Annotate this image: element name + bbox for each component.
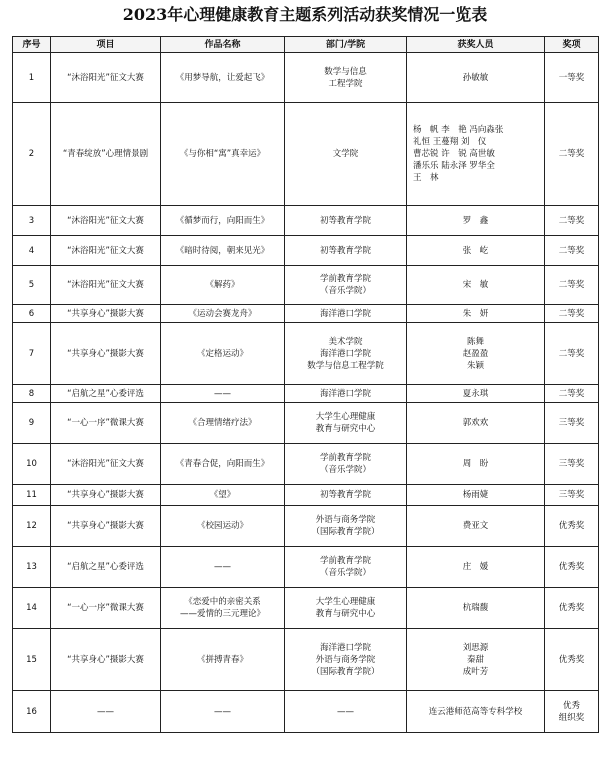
cell-award-text: 二等奖 <box>558 308 585 319</box>
cell-dept <box>285 103 407 206</box>
cell-dept-text: 大学生心理健康 <box>315 597 376 607</box>
cell-no <box>13 444 51 485</box>
cell-dept <box>285 385 407 403</box>
cell-people <box>407 206 545 236</box>
cell-project-text: “沐浴阳光”征文大赛 <box>67 245 144 256</box>
cell-award <box>545 485 599 506</box>
cell-dept-text: 工程学院 <box>328 78 363 89</box>
cell-work-text: 《定格运动》 <box>196 348 248 359</box>
cell-dept-text: 教育与研究中心 <box>315 424 376 434</box>
cell-project <box>51 305 161 323</box>
cell-people-text: 朱颖 <box>466 360 484 371</box>
cell-project <box>51 547 161 588</box>
cell-people-text: 潘乐乐 陆永泽 罗华全 <box>413 161 495 171</box>
cell-no-text: 13 <box>26 562 37 572</box>
cell-project-text: “共享身心”摄影大赛 <box>67 521 144 531</box>
cell-people-text: 连云港师范高等专科学校 <box>428 706 523 717</box>
cell-no-text: 10 <box>26 459 37 469</box>
cell-award-text: 组织奖 <box>558 712 585 723</box>
cell-people-text: 王 林 <box>413 173 439 183</box>
header-row <box>13 37 599 53</box>
cell-award <box>545 444 599 485</box>
cell-dept-text: 美术学院 <box>328 336 363 347</box>
cell-project <box>51 485 161 506</box>
cell-dept <box>285 266 407 305</box>
cell-project-text: “沐浴阳光”征文大赛 <box>67 280 144 290</box>
cell-people <box>407 103 545 206</box>
cell-dept <box>285 305 407 323</box>
cell-work <box>161 206 285 236</box>
cell-project <box>51 236 161 266</box>
cell-no-text: 15 <box>26 654 37 665</box>
cell-award <box>545 588 599 629</box>
cell-project-text: “一心一序”微课大赛 <box>67 603 144 613</box>
cell-project-text: “沐浴阳光”征文大赛 <box>67 72 144 83</box>
cell-project <box>51 53 161 103</box>
cell-work <box>161 323 285 385</box>
table-row <box>13 629 599 691</box>
cell-no <box>13 236 51 266</box>
cell-project <box>51 444 161 485</box>
cell-work-text: 《校园运动》 <box>196 521 248 531</box>
cell-no <box>13 103 51 206</box>
cell-people-text: 杨雨婕 <box>462 490 489 500</box>
cell-no-text: 1 <box>28 72 35 83</box>
cell-no <box>13 588 51 629</box>
cell-dept-text: 初等教育学院 <box>319 490 371 500</box>
cell-dept-text: 外语与商务学院 <box>315 515 376 525</box>
table-row <box>13 305 599 323</box>
cell-people <box>407 506 545 547</box>
cell-dept <box>285 485 407 506</box>
cell-people-text: 张 屹 <box>462 245 489 256</box>
cell-project-text: “启航之星”心委评选 <box>67 388 144 399</box>
cell-people-text: 曹芯锐 许 锐 高世敏 <box>413 149 495 159</box>
cell-dept-text: —— <box>337 706 354 717</box>
cell-project-text: “共享身心”摄影大赛 <box>67 490 144 500</box>
cell-people-text: 夏永琪 <box>462 388 489 399</box>
cell-project-text: “启航之星”心委评选 <box>67 562 144 572</box>
table-row <box>13 506 599 547</box>
cell-dept-text: 海洋港口学院 <box>319 348 371 359</box>
cell-people-text: 费亚文 <box>462 521 489 531</box>
page-title: 2023年心理健康教育主题系列活动获奖情况一览表 <box>122 5 488 24</box>
cell-award-text: 优秀奖 <box>558 562 585 572</box>
cell-work-text: 《恋爱中的亲密关系 <box>184 597 261 607</box>
cell-people-text: 庄 媛 <box>462 562 489 572</box>
cell-award <box>545 53 599 103</box>
table-body <box>13 53 599 733</box>
cell-people-text: 杭瑞馥 <box>462 603 489 613</box>
cell-people-text: 罗 鑫 <box>462 215 489 226</box>
cell-dept <box>285 629 407 691</box>
cell-work <box>161 547 285 588</box>
cell-work-text: 《望》 <box>209 490 236 500</box>
cell-work-text: 《解药》 <box>205 280 240 290</box>
cell-award <box>545 236 599 266</box>
cell-no <box>13 266 51 305</box>
cell-work-text: —— <box>214 562 231 572</box>
cell-project <box>51 691 161 733</box>
cell-dept <box>285 323 407 385</box>
cell-award <box>545 266 599 305</box>
cell-work-text: —— <box>214 388 231 399</box>
cell-no-text: 3 <box>28 215 35 226</box>
cell-award <box>545 629 599 691</box>
cell-dept-text: 海洋港口学院 <box>319 642 371 653</box>
table-row <box>13 691 599 733</box>
cell-dept-text: 教育与研究中心 <box>315 609 376 619</box>
cell-work-text: 《青春合促，向阳而生》 <box>175 459 270 469</box>
cell-project-text: “共享身心”摄影大赛 <box>67 348 144 359</box>
cell-project <box>51 385 161 403</box>
cell-dept <box>285 206 407 236</box>
cell-no-text: 12 <box>26 521 37 531</box>
table-row <box>13 385 599 403</box>
cell-dept-text: 学前教育学院 <box>319 453 371 463</box>
cell-work <box>161 103 285 206</box>
cell-dept-text: 大学生心理健康 <box>315 412 376 422</box>
cell-work-text: 《循梦而行，向阳而生》 <box>175 215 270 226</box>
cell-no-text: 16 <box>26 706 37 717</box>
cell-award <box>545 403 599 444</box>
table-row <box>13 547 599 588</box>
table-row <box>13 53 599 103</box>
cell-no <box>13 485 51 506</box>
cell-people <box>407 323 545 385</box>
cell-dept <box>285 403 407 444</box>
cell-award-text: 三等奖 <box>558 459 585 469</box>
cell-work <box>161 305 285 323</box>
cell-dept <box>285 588 407 629</box>
cell-work <box>161 53 285 103</box>
column-header-project: 项目 <box>51 37 161 53</box>
column-header-no: 序号 <box>13 37 51 53</box>
cell-people-text: 宋 敏 <box>462 280 489 290</box>
cell-people <box>407 236 545 266</box>
cell-award <box>545 385 599 403</box>
cell-award <box>545 103 599 206</box>
awards-table <box>12 36 599 733</box>
cell-people <box>407 547 545 588</box>
cell-project <box>51 103 161 206</box>
cell-no-text: 7 <box>28 348 35 359</box>
cell-no-text: 8 <box>28 388 35 399</box>
cell-people-text: 孙敏敏 <box>462 72 489 83</box>
cell-award <box>545 547 599 588</box>
cell-work <box>161 266 285 305</box>
cell-project-text: “沐浴阳光”征文大赛 <box>67 459 144 469</box>
cell-award <box>545 305 599 323</box>
cell-project-text: “共享身心”摄影大赛 <box>67 654 144 665</box>
cell-work-text: ——爱情的三元理论》 <box>179 609 265 619</box>
cell-project <box>51 266 161 305</box>
cell-no <box>13 53 51 103</box>
cell-dept <box>285 506 407 547</box>
cell-dept-text: 学前教育学院 <box>319 274 371 284</box>
cell-dept-text: （国际教育学院） <box>311 527 380 537</box>
table-row <box>13 403 599 444</box>
cell-work <box>161 506 285 547</box>
cell-project-text: “沐浴阳光”征文大赛 <box>67 215 144 226</box>
cell-dept-text: 海洋港口学院 <box>319 308 371 319</box>
cell-people-text: 刘思源 <box>462 642 489 653</box>
cell-award-text: 优秀奖 <box>558 521 585 531</box>
cell-people-text: 周 盼 <box>462 459 489 469</box>
cell-dept-text: （音乐学院） <box>319 465 371 475</box>
cell-award-text: 二等奖 <box>558 215 585 226</box>
cell-people-text: 礼恒 王蔓翔 刘 仪 <box>413 137 487 147</box>
cell-no <box>13 691 51 733</box>
cell-project <box>51 323 161 385</box>
cell-people-text: 郭欢欢 <box>462 418 489 428</box>
cell-award <box>545 323 599 385</box>
cell-award-text: 三等奖 <box>558 418 585 428</box>
cell-project-text: —— <box>97 706 114 717</box>
cell-people-text: 成叶芳 <box>462 666 489 677</box>
cell-no-text: 4 <box>28 245 35 256</box>
column-header-work: 作品名称 <box>161 37 285 53</box>
cell-no-text: 2 <box>28 149 35 159</box>
cell-people-text: 朱 妍 <box>462 308 489 319</box>
cell-no <box>13 403 51 444</box>
cell-no-text: 14 <box>26 603 37 613</box>
cell-award-text: 一等奖 <box>558 72 585 83</box>
cell-dept-text: 数学与信息 <box>324 66 367 77</box>
cell-project <box>51 506 161 547</box>
cell-dept <box>285 236 407 266</box>
cell-award-text: 二等奖 <box>558 280 585 290</box>
cell-people <box>407 444 545 485</box>
cell-people-text: 杨 帆 李 艳 冯向淼张 <box>413 125 504 135</box>
cell-award-text: 二等奖 <box>558 245 585 256</box>
cell-work <box>161 588 285 629</box>
cell-people <box>407 691 545 733</box>
cell-no-text: 11 <box>26 490 37 500</box>
column-header-people: 获奖人员 <box>407 37 545 53</box>
cell-no <box>13 629 51 691</box>
cell-award-text: 二等奖 <box>558 149 585 159</box>
cell-project <box>51 588 161 629</box>
cell-award-text: 优秀奖 <box>558 603 585 613</box>
cell-people-text: 赵盈盈 <box>462 348 489 359</box>
cell-people-text: 秦甜 <box>466 654 484 665</box>
cell-dept-text: 文学院 <box>332 149 359 159</box>
cell-work <box>161 236 285 266</box>
table-row <box>13 485 599 506</box>
cell-award-text: 优秀 <box>562 700 580 711</box>
cell-project <box>51 629 161 691</box>
cell-award <box>545 506 599 547</box>
cell-no-text: 5 <box>28 280 35 290</box>
table-row <box>13 323 599 385</box>
cell-dept-text: （国际教育学院） <box>311 666 380 677</box>
cell-people <box>407 485 545 506</box>
cell-people <box>407 53 545 103</box>
cell-dept-text: 外语与商务学院 <box>315 654 376 665</box>
cell-people <box>407 403 545 444</box>
cell-people <box>407 305 545 323</box>
cell-work <box>161 385 285 403</box>
cell-dept-text: 海洋港口学院 <box>319 388 371 399</box>
cell-dept <box>285 691 407 733</box>
cell-work-text: 《暗时待阅，朝来见光》 <box>175 245 270 256</box>
cell-work-text: 《运动会赛龙舟》 <box>188 308 257 319</box>
cell-dept <box>285 53 407 103</box>
cell-work-text: 《用梦导航，让爱起飞》 <box>175 72 270 83</box>
table-row <box>13 444 599 485</box>
cell-people-text: 陈舞 <box>466 336 484 347</box>
cell-dept <box>285 444 407 485</box>
cell-dept-text: 数学与信息工程学院 <box>307 360 384 371</box>
cell-no <box>13 506 51 547</box>
cell-no-text: 9 <box>28 418 35 428</box>
cell-work <box>161 691 285 733</box>
cell-work-text: —— <box>214 706 231 717</box>
cell-work <box>161 629 285 691</box>
table-row <box>13 103 599 206</box>
cell-dept-text: （音乐学院） <box>319 286 371 296</box>
column-header-dept: 部门/学院 <box>285 37 407 53</box>
cell-no <box>13 305 51 323</box>
cell-project-text: “青春绽放”心理情景剧 <box>62 149 149 159</box>
cell-award <box>545 691 599 733</box>
cell-work <box>161 444 285 485</box>
cell-no-text: 6 <box>28 308 35 319</box>
cell-work <box>161 403 285 444</box>
table-row <box>13 236 599 266</box>
cell-people <box>407 629 545 691</box>
cell-work-text: 《合理情绪疗法》 <box>188 418 257 428</box>
cell-work-text: 《与你相“寓”真幸运》 <box>179 149 266 159</box>
cell-award <box>545 206 599 236</box>
cell-dept <box>285 547 407 588</box>
cell-project <box>51 206 161 236</box>
cell-award-text: 优秀奖 <box>558 654 585 665</box>
cell-work <box>161 485 285 506</box>
table-row <box>13 588 599 629</box>
cell-award-text: 二等奖 <box>558 348 585 359</box>
cell-people <box>407 385 545 403</box>
cell-dept-text: 学前教育学院 <box>319 556 371 566</box>
cell-project-text: “一心一序”微课大赛 <box>67 418 144 428</box>
cell-no <box>13 547 51 588</box>
cell-award-text: 三等奖 <box>558 490 585 500</box>
cell-no <box>13 323 51 385</box>
table-row <box>13 206 599 236</box>
cell-dept-text: 初等教育学院 <box>319 245 371 256</box>
cell-people <box>407 266 545 305</box>
column-header-award: 奖项 <box>545 37 599 53</box>
cell-no <box>13 385 51 403</box>
cell-dept-text: （音乐学院） <box>319 568 371 578</box>
cell-dept-text: 初等教育学院 <box>319 215 371 226</box>
cell-project <box>51 403 161 444</box>
cell-people <box>407 588 545 629</box>
cell-work-text: 《拼搏青春》 <box>196 654 248 665</box>
cell-project-text: “共享身心”摄影大赛 <box>67 308 144 319</box>
cell-award-text: 二等奖 <box>558 388 585 399</box>
table-row <box>13 266 599 305</box>
cell-no <box>13 206 51 236</box>
